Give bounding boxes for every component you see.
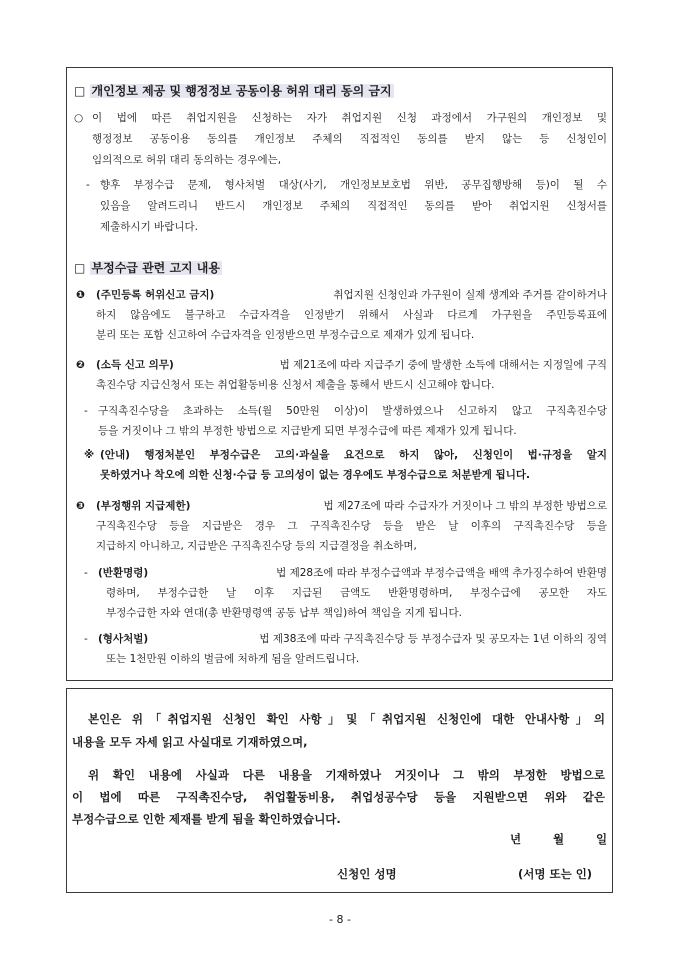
section1-heading [74, 83, 394, 99]
date-year: 년 [510, 832, 522, 846]
item3-line-2: 구직촉진수당 등을 지급받은 경우 그 구직촉진수당 등을 받은 날 이후의 구직촉진수당 등을 [96, 520, 607, 532]
section2-heading-text: 부정수급 관련 고지 내용 [91, 261, 220, 275]
item3-title: (부정행위 지급제한) [96, 500, 191, 512]
item1-line-1: 취업지원 신청인과 가구원이 실제 생계와 주거를 같이하거나 [333, 289, 607, 301]
item2-dash-line-1: 구직촉진수당을 초과하는 소득(월 50만원 이상)이 발생하였으나 신고하지 않고 구직촉진수당 [98, 405, 607, 417]
confirm-para2-line-2: 이 법에 따른 구직촉진수당, 취업활동비용, 취업성공수당 등을 지원받으면 위와 같은 [72, 790, 605, 804]
section1-dash-line-2: 있음을 알려드리니 반드시 개인정보 주체의 직접적인 동의를 받아 취업지원 신청서를 [100, 200, 607, 212]
confirm-para2-line-3: 부정수급으로 인한 제재를 받게 됨을 확인하였습니다. [72, 812, 341, 826]
item2-first-line [96, 358, 607, 372]
item3-sub2-first-line [98, 632, 607, 646]
section1-line-2: 행정정보 공동이용 동의를 개인정보 주체의 직접적인 동의를 받지 않는 등 신청인이 [92, 133, 607, 145]
date-day: 일 [596, 832, 608, 846]
section1-heading-text: 개인정보 제공 및 행정정보 공동이용 허위 대리 동의 금지 [91, 84, 392, 98]
item2-line-2: 촉진수당 지급신청서 또는 취업활동비용 신청서 제출을 통해서 반드시 신고해야 합니다. [96, 379, 495, 391]
dash-mark: - [84, 405, 88, 417]
number-2-icon: ❷ [76, 359, 85, 371]
number-3-icon: ❸ [76, 500, 85, 512]
section1-line-3: 임의적으로 허위 대리 동의하는 경우에는, [92, 154, 282, 166]
item2-note-line-2: 못하였거나 착오에 의한 신청·수급 등 고의성이 없는 경우에도 부정수급으로 처분받게 됩니다. [100, 469, 530, 481]
item1-title: (주민등록 허위신고 금지) [96, 289, 215, 301]
item1-line-3: 분리 또는 포함 신고하여 수급자격을 인정받으면 부정수급으로 제재가 있게 됩니다. [96, 329, 475, 341]
item2-dash-line-2: 등을 거짓이나 그 밖의 부정한 방법으로 지급받게 되면 부정수급에 따른 제재가 있게 됩니다. [98, 425, 517, 437]
item2-note-line-1: (안내) 행정처분인 부정수급은 고의·과실을 요건으로 하지 않아, 신청인이 법·규정을 알지 [100, 449, 607, 461]
section2-heading [74, 260, 222, 276]
item3-line-3: 지급하지 아니하고, 지급받은 구직촉진수당 등의 지급결정을 취소하며, [96, 540, 417, 552]
section1-dash-line-3: 제출하시기 바랍니다. [100, 221, 198, 233]
item3-sub1-first-line [98, 566, 607, 580]
item1-first-line [96, 288, 607, 302]
dash-mark: - [86, 179, 90, 191]
heading-checkbox-icon: □ [74, 261, 86, 275]
item3-sub1-line-1: 법 제28조에 따라 부정수급액과 부정수급액을 배액 추가징수하여 반환명 [276, 567, 607, 579]
item3-sub1-title: (반환명령) [98, 567, 149, 579]
page-number: - 8 - [329, 913, 351, 926]
item3-line-1: 법 제27조에 따라 수급자가 거짓이나 그 밖의 부정한 방법으로 [323, 500, 607, 512]
item3-sub2-line-1: 법 제38조에 따라 구직촉진수당 등 부정수급자 및 공모자는 1년 이하의 징역 [259, 633, 607, 645]
item3-sub1-line-3: 부정수급한 자와 연대(총 반환명령액 공동 납부 책임)하여 책임을 지게 됩니다. [106, 607, 463, 619]
section1-line-1: 이 법에 따른 취업지원을 신청하는 자가 취업지원 신청 과정에서 가구원의 개인정보 및 [92, 112, 607, 124]
confirm-para2-line-1: 위 확인 내용에 사실과 다른 내용을 기재하였나 거짓이나 그 밖의 부정한 방법으로 [88, 768, 605, 782]
item2-line-1: 법 제21조에 따라 지급주기 중에 발생한 소득에 대해서는 지정일에 구직 [279, 359, 607, 371]
section1-dash-line-1: 향후 부정수급 문제, 형사처벌 대상(사기, 개인정보보호법 위반, 공무집행방해 등)이 될 수 [100, 179, 607, 191]
item3-first-line [96, 499, 607, 513]
dash-mark: - [84, 633, 88, 645]
dash-mark: - [84, 567, 88, 579]
bullet-circle-icon: ○ [74, 112, 84, 124]
heading-checkbox-icon: □ [74, 84, 86, 98]
note-mark: ※ [84, 449, 95, 461]
item3-sub1-line-2: 령하며, 부정수급한 날 이후 지급된 금액도 반환명령하며, 부정수급에 공모한 자도 [106, 587, 607, 599]
confirm-para1-line-2: 내용을 모두 자세 읽고 사실대로 기재하였으며, [72, 735, 308, 749]
item2-title: (소득 신고 의무) [96, 359, 174, 371]
item1-line-2: 하지 않음에도 불구하고 수급자격을 인정받기 위해서 사실과 다르게 가구원을 주민등록표에 [96, 309, 607, 321]
signature-label: (서명 또는 인) [518, 867, 593, 881]
confirm-para1-line-1: 본인은 위「취업지원 신청인 확인 사항」및「취업지원 신청인에 대한 안내사항」의 [88, 712, 605, 726]
item3-sub2-title: (형사처벌) [98, 633, 149, 645]
date-month: 월 [553, 832, 565, 846]
number-1-icon: ❶ [76, 289, 85, 301]
item3-sub2-line-2: 또는 1천만원 이하의 벌금에 처하게 됨을 알려드립니다. [106, 653, 360, 665]
applicant-name-label: 신청인 성명 [337, 867, 397, 881]
